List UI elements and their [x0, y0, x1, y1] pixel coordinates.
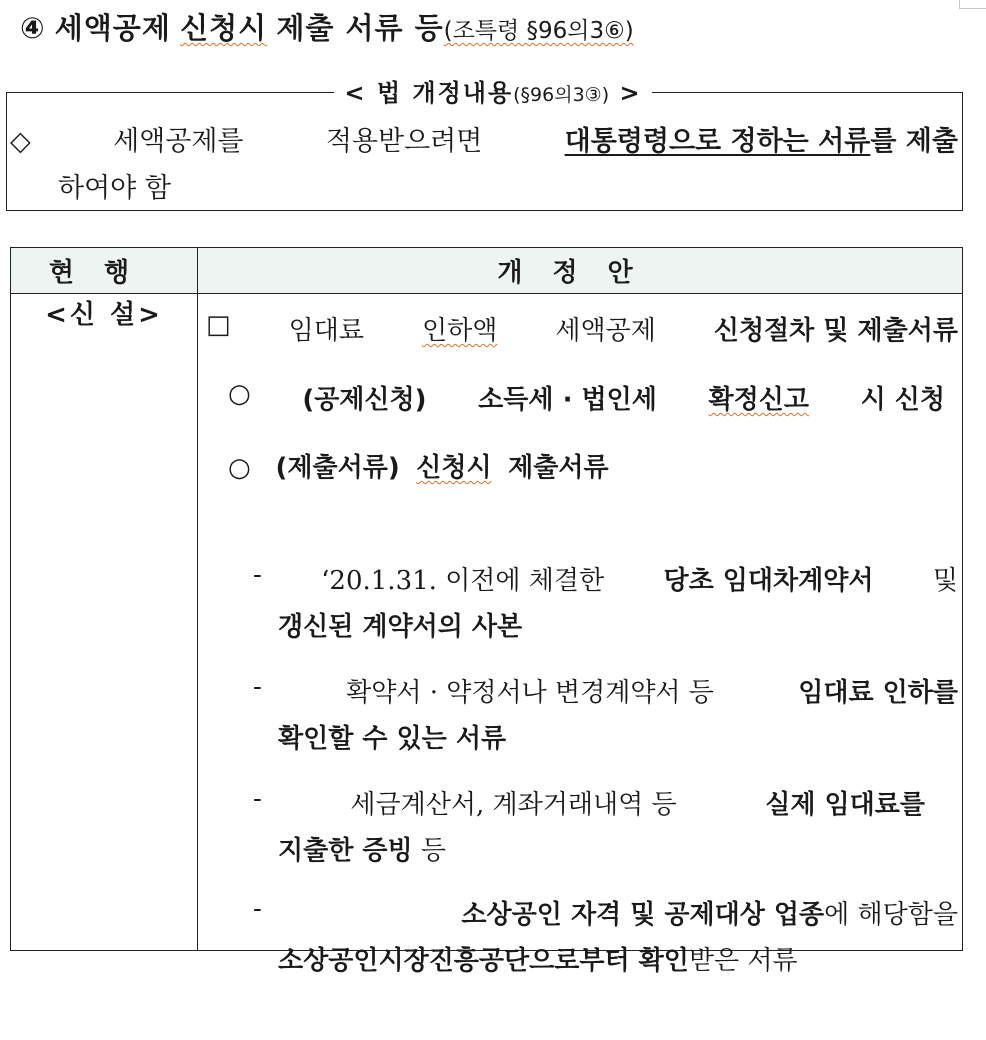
doc-plain: 받은 서류 — [688, 946, 798, 976]
proposal-box-line — [206, 310, 958, 347]
page-corner-mark — [959, 0, 986, 9]
doc-bold: 소상공인시장진흥공단으로부터 확인 — [278, 946, 689, 976]
amendment-word: 세액공제를 — [113, 126, 244, 157]
table-row — [11, 294, 963, 951]
proposal-word: 임대료 — [288, 316, 364, 346]
doc-line-2 — [278, 606, 522, 643]
heading-word: 신청시 — [180, 11, 268, 45]
comparison-table — [10, 247, 963, 976]
doc-plain: 세금계산서, 계좌거래내역 등 — [350, 790, 677, 820]
amendment-title-text: < 법 개정내용 — [344, 79, 514, 107]
item1-text: 시 신청 — [860, 385, 945, 415]
amendment-line-2: 하여야 함 — [58, 173, 171, 204]
amendment-title-end: > — [609, 79, 642, 107]
proposal-item-1 — [228, 379, 945, 416]
diamond-bullet-icon: ◇ — [10, 126, 31, 157]
doc-line-2 — [278, 940, 798, 977]
doc-line — [253, 560, 958, 597]
current-cell: <신 설> — [11, 294, 198, 951]
doc-line-2 — [278, 830, 446, 867]
header-proposal: 개정안 — [198, 248, 963, 294]
proposal-cell — [198, 294, 963, 976]
doc-bold: 실제 임대료를 — [765, 790, 925, 820]
doc-bold: 갱신된 계약서의 사본 — [278, 612, 523, 642]
doc-bold: 확인할 수 있는 서류 — [278, 724, 507, 754]
amendment-after: 를 제출 — [870, 126, 958, 157]
doc-bold: 소상공인 자격 및 공제대상 업종 — [461, 900, 825, 930]
amendment-title — [0, 73, 986, 108]
proposal-word: 세액공제 — [555, 316, 656, 346]
circle-bullet-icon: ○ — [228, 453, 251, 483]
amendment-word: 적용받으려면 — [325, 126, 483, 157]
amendment-reference: (§96의3③) — [513, 84, 610, 106]
doc-bold: 지출한 증빙 — [278, 836, 413, 866]
section-number: ④ — [20, 11, 46, 45]
dash-bullet: - — [253, 672, 262, 702]
dash-bullet: - — [253, 560, 262, 590]
doc-plain: 등 — [420, 836, 447, 866]
section-heading — [20, 6, 634, 47]
proposal-bold: 신청절차 및 제출서류 — [713, 316, 958, 346]
checkbox-square-icon: □ — [206, 310, 231, 340]
doc-line — [253, 894, 958, 931]
amendment-text — [10, 118, 960, 212]
proposal-word: 인하액 — [421, 316, 498, 346]
header-current: 현행 — [11, 248, 198, 294]
item1-text: 확정신고 — [708, 385, 809, 415]
doc-line-2 — [278, 718, 506, 755]
item1-label: (공제신청) — [302, 385, 427, 415]
doc-line — [253, 672, 958, 709]
circle-bullet-icon: ○ — [228, 379, 251, 409]
doc-plain2: 및 — [932, 566, 958, 596]
doc-bold: 당초 임대차계약서 — [663, 566, 874, 596]
item2-text: 제출서류 — [508, 453, 609, 483]
amendment-line-1 — [10, 118, 960, 165]
doc-bold: 임대료 인하를 — [798, 678, 958, 708]
heading-word: 제출 서류 등 — [276, 11, 444, 45]
item2-label: (제출서류) — [275, 453, 400, 483]
proposal-item-2 — [228, 447, 609, 484]
doc-plain: ‘20.1.31. 이전에 체결한 — [321, 566, 605, 596]
amendment-underlined: 대통령령으로 정하는 서류 — [564, 126, 871, 157]
item2-text: 신청시 — [416, 453, 492, 483]
table-header-row — [11, 248, 963, 294]
doc-line — [253, 784, 925, 821]
dash-bullet: - — [253, 894, 262, 924]
heading-reference: (조특령 §96의3⑥) — [443, 18, 634, 44]
item1-text: 소득세 · 법인세 — [478, 385, 657, 415]
heading-word: 세액공제 — [54, 11, 171, 45]
dash-bullet: - — [253, 784, 262, 814]
doc-plain2: 에 해당함을 — [824, 900, 958, 930]
doc-plain: 확약서 · 약정서나 변경계약서 등 — [346, 678, 714, 708]
